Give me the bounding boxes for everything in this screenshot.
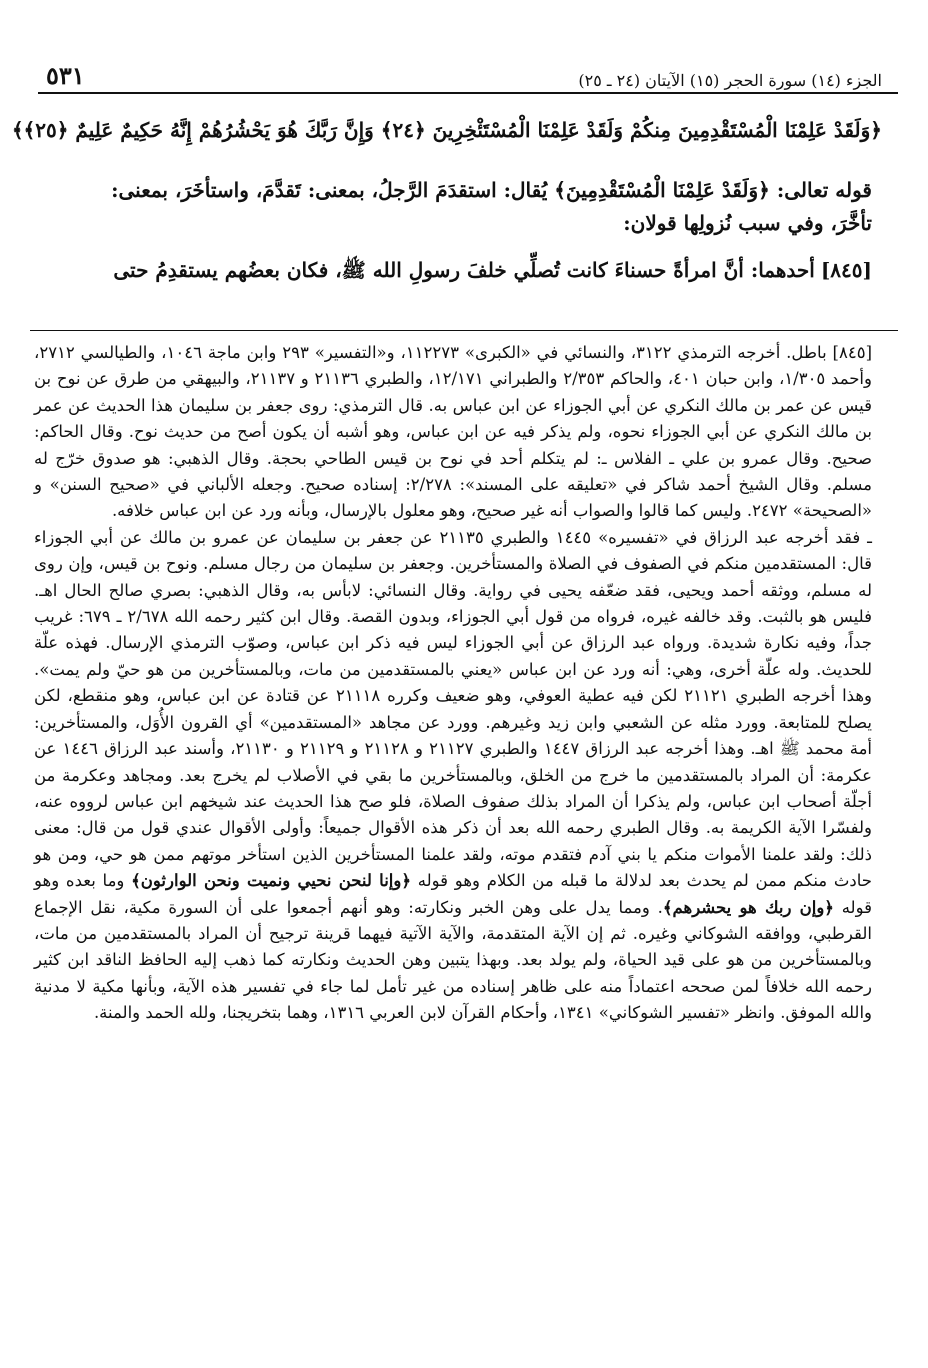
- running-header: [46, 56, 882, 90]
- header-rule: [38, 92, 898, 94]
- footnote-paragraph-2: [34, 525, 872, 1027]
- commentary-text: [30, 174, 872, 287]
- commentary-line-2: تأخَّرَ، وفي سبب نُزولِها قولان:: [623, 211, 872, 235]
- footnote-quoted-verse: ﴿وإنا لنحن نحيي ونميت ونحن الوارثون﴾: [131, 871, 412, 891]
- footnote-text: ـ فقد أخرجه عبد الرزاق في «تفسيره» ١٤٤٥ والطبري ٢١١٣٥ عن جعفر بن سليمان عن عمرو بن مالك عن أبي الجوزاء قال: المستقدمين منكم في الصفوف في الصلاة والمستأخرين. وجعفر بن سليمان من رجال مسلم. ونوح بن قيس، وإن روى له مسلم، ووثقه أحمد ويحيى، فقد ضعّفه يحيى في رواية. وقال النسائي: لابأس به، وقال الذهبي: بصري صالح الحال اهـ. فليس هو بالثبت. وقد خالفه غيره، فرواه من قول أبي الجوزاء، وبدون القصة. وقال ابن كثير رحمه الله ٢/٦٧٨ ـ ٦٧٩: غريب جداً، وفيه نكارة شديدة. ورواه عبد الرزاق عن أبي الجوزاء ليس فيه ذكر ابن عباس، وصوّب الترمذي الإرسال. فهذه علّة للحديث. وله علّة أخرى، وهي: أنه ورد عن ابن عباس «يعني بالمستقدمين من مات، وبالمستأخرين من هو حيّ ولم يمت». وهذا أخرجه الطبري ٢١١٢١ لكن فيه عطية العوفي، وهو ضعيف وكرره ٢١١١٨ عن قتادة عن ابن عباس، وهو منقطع، لكن يصلح للمتابعة. وورد مثله عن الشعبي وابن زيد وغيرهم. وورد عن مجاهد «المستقدمين» أي القرون الأُوَل، والمستأخرين: أمة محمد ﷺ اهـ. وهذا أخرجه عبد الرزاق ١٤٤٧ والطبري ٢١١٢٧ و ٢١١٢٨ و ٢١١٢٩ و ٢١١٣٠، وأسند عبد الرزاق ١٤٤٦ عن عكرمة: أن المراد بالمستقدمين ما خرج من الخلق، وبالمستأخرين ما بقي في الأصلاب لم يخرج بعد. ومجاهد وعكرمة من أجلّة أصحاب ابن عباس، ولم يذكرا أن المراد بذلك صفوف الصلاة، فلو صح هذا الحديث عند شيخهم ابن عباس لرووه عنه، ولفسّرا الآية الكريمة به. وقال الطبري رحمه الله بعد أن ذكر هذه الأقوال جميعاً: وأولى الأقوال عندي قول من قال: معنى ذلك: ولقد علمنا الأموات منكم يا بني آدم فتقدم موته، ولقد علمنا المستأخرين الذين استأخر موتهم ممن هو حي، ومن هو حادث منكم ممن لم يحدث بعد لدلالة ما قبله من الكلام وهو قوله: [34, 527, 873, 891]
- hadith-entry: [30, 254, 872, 287]
- hadith-number: [٨٤٥]: [820, 258, 872, 282]
- footnote-text: وما بعده وهو قوله: [34, 871, 872, 917]
- footnote: [34, 340, 872, 1027]
- footnote-rule: [30, 330, 898, 331]
- footnote-paragraph-1: [٨٤٥] باطل. أخرجه الترمذي ٣١٢٢، والنسائي في «الكبرى» ١١٢٢٧٣، و«التفسير» ٢٩٣ وابن ماجة ١٠٤٦، والطيالسي ٢٧١٢، وأحمد ١/٣٠٥، وابن حبان ٤٠١، والحاكم ٢/٣٥٣ والطبراني ١٢/١٧١، والطبري ٢١١٣٦ و ٢١١٣٧، والبيهقي من طرق عن نوح بن قيس عن عمر بن مالك النكري عن أبي الجوزاء عن ابن عباس به. قال الترمذي: روى جعفر بن سليمان هذا الحديث عن عمر بن مالك النكري عن أبي الجوزاء نحوه، ولم يذكر فيه عن ابن عباس، وهو أشبه أن يكون أصح من حديث نوح. وقال الحاكم: صحيح. وقال عمرو بن علي ـ الفلاس ـ: لم يتكلم أحد في نوح بن قيس الطاحي بحجة. وقال الذهبي: هو صدوق خرّج له مسلم. وقال الشيخ أحمد شاكر في «تعليقه على المسند»: ٢/٢٧٨: إسناده صحيح. وجعله الألباني في «صحيح السنن» و «الصحيحة» ٢٤٧٢. وليس كما قالوا والصواب أنه غير صحيح، وهو معلول بالإرسال، وبأنه ورد عن ابن عباس خلافه.: [34, 343, 873, 521]
- footnote-quoted-verse: ﴿وإن ربك هو يحشرهم﴾: [662, 897, 834, 917]
- header-title: الجزء (١٤) سورة الحجر (١٥) الآيتان (٢٤ ـ ٢٥): [578, 71, 882, 90]
- footnote-text: . ومما يدل على وهن الخبر ونكارته: وهو أنهم أجمعوا على أن السورة مكية، نقل الإجماع القرطبي، ووافقه الشوكاني وغيره. ثم إن الآية المتقدمة، والآية الآتية فيهما قرينة ترجيح أن المراد بالمستقدمين من مات، وبالمستأخرين من هو على قيد الحياة، ولم يولد بعد. وبهذا يتبين وهن الحديث ونكارته كما ذهب إليه الحافظ الناقد ابن كثير رحمه الله خلافاً لمن صححه اعتماداً منه على ظاهر إسناده من غير تأمل لما جاء في تفسير هذه الآية، وبأنها مكية لا مدنية والله الموفق. وانظر «تفسير الشوكاني» ١٣٤١، وأحكام القرآن لابن العربي ١٣١٦، وهما بتخريجنا، ولله الحمد والمنة.: [34, 897, 872, 1023]
- hadith-label: أحدهما:: [750, 258, 815, 282]
- commentary-line-1: قوله تعالى: ﴿وَلَقَدْ عَلِمْنَا الْمُسْتَقْدِمِينَ﴾ يُقال: استقدَمَ الرَّجلُ، بمعنى: تَقدَّمَ، واستأخَرَ، بمعنى:: [111, 178, 872, 202]
- hadith-text: أنَّ امرأةً حسناءَ كانت تُصلِّي خلفَ رسولِ الله ﷺ، فكان بعضُهم يستقدِمُ حتى: [113, 258, 744, 282]
- page-number: ٥٣١: [46, 61, 85, 90]
- quran-verse: ﴿وَلَقَدْ عَلِمْنَا الْمُسْتَقْدِمِينَ مِنكُمْ وَلَقَدْ عَلِمْنَا الْمُسْتَئْخِرِينَ ﴿٢٤﴾ وَإِنَّ رَبَّكَ هُوَ يَحْشُرُهُمْ إِنَّهُ حَكِيمٌ عَلِيمٌ ﴿٢٥﴾﴾: [11, 118, 882, 142]
